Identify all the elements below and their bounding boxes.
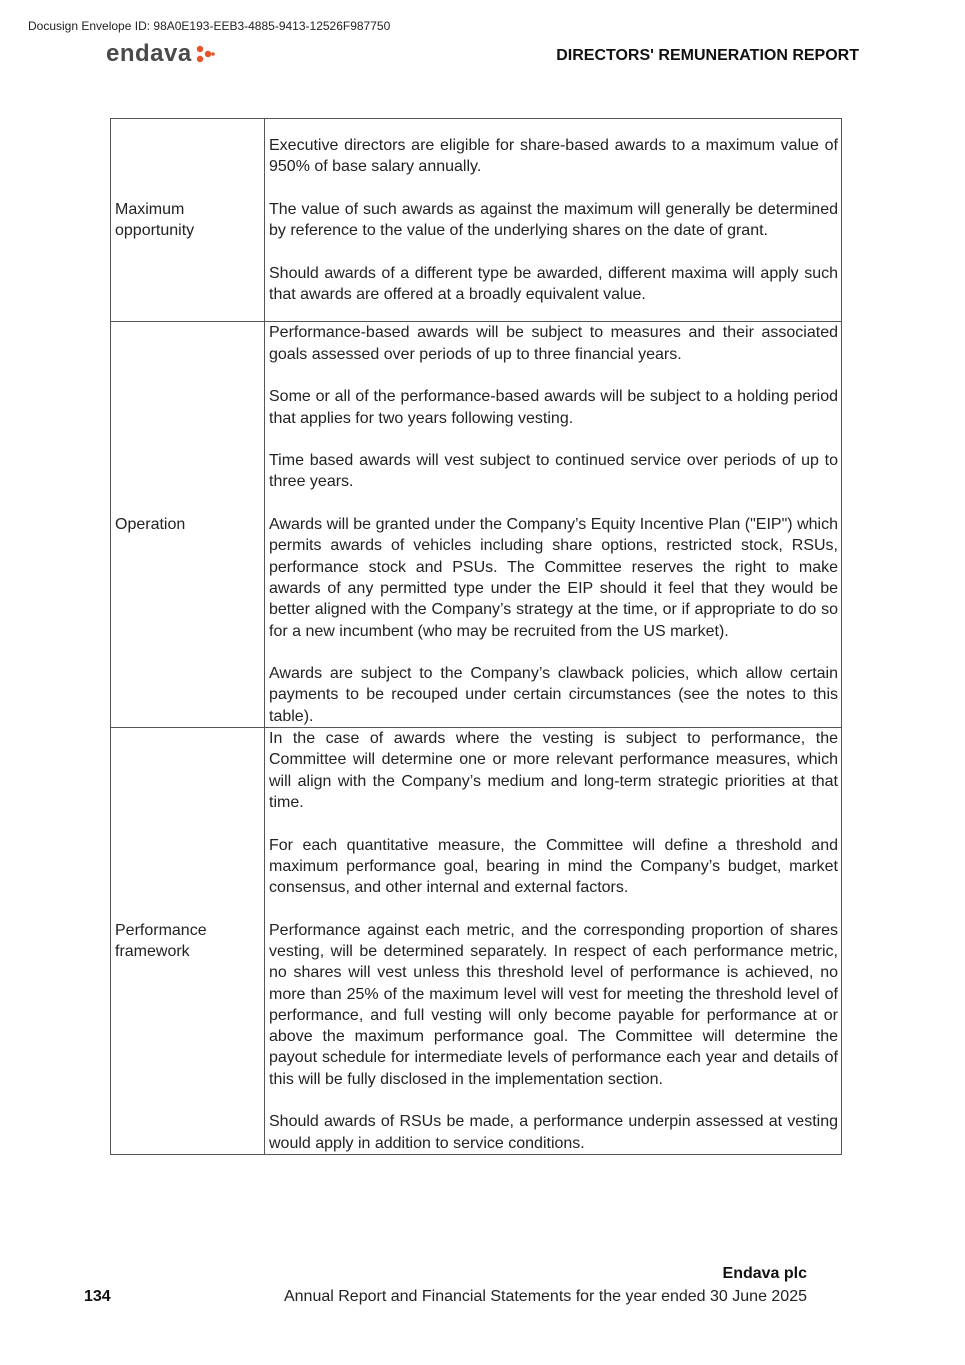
paragraph: Some or all of the performance-based awards will be subject to a holding period that applies for two years following vesting.	[269, 388, 838, 427]
paragraph: Time based awards will vest subject to continued service over periods of up to three years.	[269, 452, 838, 491]
paragraph: Awards are subject to the Company’s clawback policies, which allow certain payments to be recouped under certain circumstances (see the notes to this table).	[269, 665, 838, 725]
table-row-performance-framework	[111, 728, 842, 1155]
logo-text: endava	[106, 40, 192, 67]
paragraph: Should awards of RSUs be made, a performance underpin assessed at vesting would apply in addition to service conditions.	[269, 1113, 838, 1152]
row-label: Performance framework	[111, 728, 265, 1155]
section-title: DIRECTORS' REMUNERATION REPORT	[556, 47, 859, 64]
table-row-maximum-opportunity	[111, 119, 842, 322]
paragraph: For each quantitative measure, the Committee will define a threshold and maximum performance goal, bearing in mind the Company’s budget, market consensus, and other internal and external factors.	[269, 836, 838, 897]
row-content	[265, 322, 842, 728]
footer-company: Endava plc	[722, 1265, 807, 1282]
endava-mark-icon	[195, 44, 215, 64]
paragraph: In the case of awards where the vesting is subject to performance, the Committee will determine one or more relevant performance measures, which will align with the Company’s medium and long-term strategic priorities at that time.	[269, 730, 838, 811]
paragraph: Should awards of a different type be awarded, different maxima will apply such that awards are offered at a broadly equivalent value.	[269, 264, 838, 304]
row-label: Maximum opportunity	[111, 119, 265, 322]
row-content	[265, 119, 842, 322]
paragraph: Executive directors are eligible for share-based awards to a maximum value of 950% of base salary annually.	[269, 137, 838, 176]
page-number: 134	[84, 1288, 111, 1305]
table-row-operation	[111, 322, 842, 728]
paragraph: Awards will be granted under the Company’s Equity Incentive Plan ("EIP") which permits awards of vehicles including share options, restricted stock, RSUs, performance stock and PSUs. The Committee reserves the right to make awards of any permitted type under the EIP should it feel that they would be better aligned with the Company’s strategy at the time, or if appropriate to do so for a new incumbent (who may be recruited from the US market).	[269, 516, 838, 640]
envelope-id: Docusign Envelope ID: 98A0E193-EEB3-4885-9413-12526F987750	[28, 19, 391, 33]
footer-report-title: Annual Report and Financial Statements for the year ended 30 June 2025	[283, 1288, 807, 1305]
paragraph: The value of such awards as against the maximum will generally be determined by reference to the value of the underlying shares on the date of grant.	[269, 200, 838, 240]
policy-table	[110, 118, 842, 1155]
row-content	[265, 728, 842, 1155]
endava-logo	[106, 40, 215, 68]
row-label: Operation	[111, 322, 265, 728]
paragraph: Performance against each metric, and the corresponding proportion of shares vesting, will be determined separately. In respect of each performance metric, no shares will vest unless this threshold level of performance is achieved, no more than 25% of the maximum level will vest for meeting the threshold level of performance, and full vesting will only become payable for performance at or above the maximum performance goal. The Committee will determine the payout schedule for intermediate levels of performance each year and details of this will be fully disclosed in the implementation section.	[269, 921, 838, 1088]
paragraph: Performance-based awards will be subject to measures and their associated goals assessed over periods of up to three financial years.	[269, 324, 838, 363]
